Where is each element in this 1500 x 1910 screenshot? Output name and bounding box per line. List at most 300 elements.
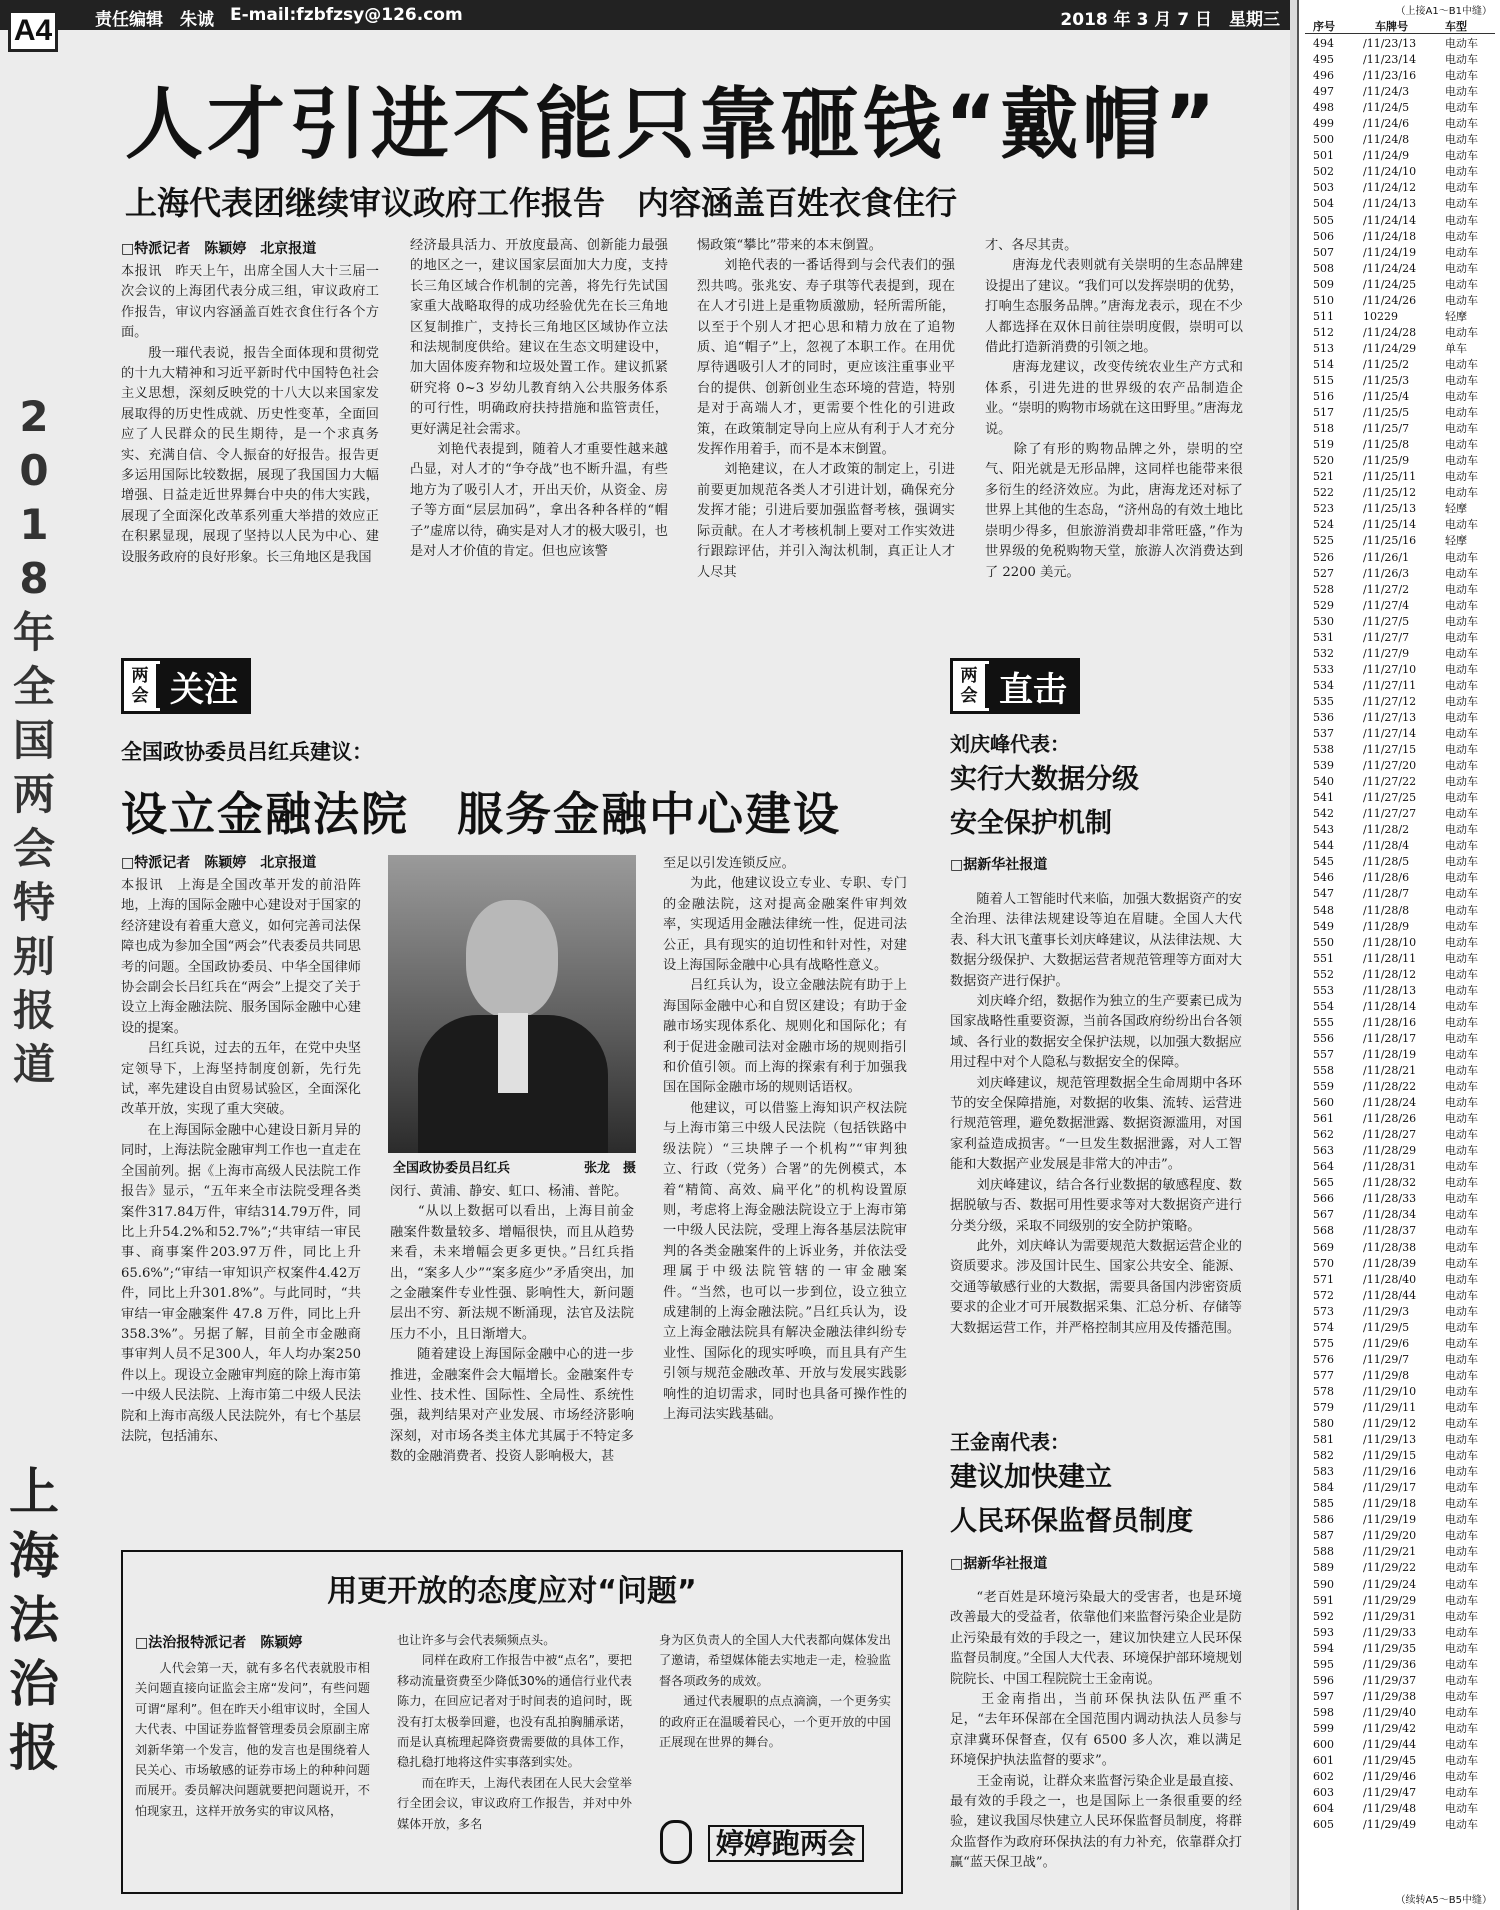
strip-char: 道 (12, 1040, 55, 1089)
lead-headline: 人才引进不能只靠砸钱“戴帽” (125, 80, 1220, 170)
row-number: 514 (1313, 357, 1334, 371)
focus-column-2: 闵行、黄浦、静安、虹口、杨浦、普陀。 “从以上数据可以看出，上海目前金融案件数量较多、增幅很快，而且从趋势来看，未来增幅会更多更快。”吕红兵指出，“案多人少”“案多庭少”矛盾突出，加之金融案件专业性强、影响性大，新问题层出不穷、新法规不断涌现，法官及法院压力不小，且日渐增大。 随着建设上海国际金融中心的进一步推进，金融案件会大幅增长。金融案件专业性、技术性、国际性、全局性、系统性强，裁判结果对产业发展、市场经济影响深刻，对市场各类主体尤其属于不特定多数的金融消费者、投资人影响极大，甚 (390, 1184, 634, 1465)
row-plate: /11/29/44 (1363, 1737, 1417, 1751)
table-row (1305, 1047, 1495, 1063)
row-type: 电动车 (1445, 1288, 1478, 1302)
row-plate: /11/25/7 (1363, 422, 1410, 436)
row-type: 电动车 (1445, 1545, 1478, 1559)
row-plate: /11/27/15 (1363, 743, 1417, 757)
table-row (1305, 1400, 1495, 1416)
row-type: 电动车 (1445, 357, 1478, 371)
row-number: 521 (1313, 470, 1334, 484)
row-number: 534 (1313, 678, 1334, 692)
row-type: 电动车 (1445, 1802, 1478, 1816)
row-plate: /11/24/8 (1363, 133, 1410, 147)
portrait-photo (388, 855, 636, 1153)
table-row (1305, 726, 1495, 742)
row-type: 电动车 (1445, 646, 1478, 660)
row-number: 562 (1313, 1128, 1334, 1142)
row-number: 518 (1313, 422, 1334, 436)
story2-kicker: 王金南代表： (950, 1430, 1070, 1454)
table-row (1305, 854, 1495, 870)
row-type: 电动车 (1445, 1754, 1478, 1768)
table-row (1305, 678, 1495, 694)
story1-kicker: 刘庆峰代表： (950, 732, 1070, 756)
row-number: 530 (1313, 614, 1334, 628)
strip-char: 别 (12, 932, 55, 981)
table-row (1305, 903, 1495, 919)
row-plate: /11/24/19 (1363, 245, 1417, 259)
table-row (1305, 421, 1495, 437)
paper-name-char: 治 (9, 1654, 59, 1713)
row-plate: /11/29/49 (1363, 1818, 1417, 1832)
row-number: 527 (1313, 566, 1334, 580)
row-number: 524 (1313, 518, 1334, 532)
commentary-headline: 用更开放的态度应对“问题” (327, 1574, 697, 1609)
commentary-column-2: 也让许多与会代表频频点头。 同样在政府工作报告中被“点名”，要把移动流量资费至少降低30%的通信行业代表陈力，在回应记者对于时间表的追问时，既没有打太极拳回避，也没有乱拍胸脯承诺，而是认真梳理起降资费需要做的具体工作，稳扎稳打地将这件实事落到实处。 而在昨天，上海代表团在人民大会堂举行全团会议，审议政府工作报告，并对中外媒体开放，多名 (397, 1633, 632, 1831)
row-type: 电动车 (1445, 855, 1478, 869)
row-number: 503 (1313, 181, 1334, 195)
row-number: 583 (1313, 1465, 1334, 1479)
row-number: 535 (1313, 694, 1334, 708)
focus-column-3: 至足以引发连锁反应。 为此，他建议设立专业、专职、专门的金融法院，这对提高金融案件审判效率，实现适用金融法律统一性，促进司法公正，具有现实的迫切性和针对性，对建设上海国际金融中心具有战略性意义。 吕红兵认为，设立金融法院有助于上海国际金融中心和自贸区建设；有助于金融市场实现体系化、规则化和国际化；有利于促进金融司法对金融市场的规则指引和价值引领。而上海的探索有利于加强我国在国际金融市场的规则话语权。 他建议，可以借鉴上海知识产权法院与上海市第三中级人民法院（包括铁路中级法院）“三块牌子一个机构”“审判独立、行政（党务）合署”的先例模式，本着“精简、高效、扁平化”的机构设置原则，考虑将上海金融法院设立于上海市第一中级人民法院，受理上海各基层法院审判的各类金融案件的上诉业务，并依法受理属于中级法院管辖的一审金融案件。“当然，也可以一步到位，设立独立成建制的上海金融法院。”吕红兵认为，设立上海金融法院具有解决金融法律纠纷专业性、国际化的现实呼唤，而且具有产生引领与规范金融改革、开放与发展实践影响性的迫切需求，同时也具备可操作性的上海司法实践基础。 (663, 856, 907, 1422)
table-row (1305, 1207, 1495, 1223)
row-plate: /11/25/2 (1363, 357, 1410, 371)
row-plate: /11/24/3 (1363, 85, 1410, 99)
row-type: 电动车 (1445, 1336, 1478, 1350)
row-type: 电动车 (1445, 245, 1478, 259)
row-plate: /11/27/22 (1363, 775, 1417, 789)
row-type: 电动车 (1445, 1593, 1478, 1607)
row-plate: /11/28/5 (1363, 855, 1410, 869)
row-number: 531 (1313, 630, 1334, 644)
portrait-shirt (498, 1013, 528, 1093)
table-row (1305, 1031, 1495, 1047)
row-type: 电动车 (1445, 1673, 1478, 1687)
row-type: 电动车 (1445, 903, 1478, 917)
paper-name-char: 海 (9, 1526, 59, 1585)
table-row (1305, 1384, 1495, 1400)
row-type: 电动车 (1445, 373, 1478, 387)
row-plate: /11/28/4 (1363, 839, 1410, 853)
row-type: 电动车 (1445, 1609, 1478, 1623)
row-plate: /11/29/3 (1363, 1304, 1410, 1318)
portrait-head (466, 900, 558, 1018)
table-row (1305, 919, 1495, 935)
row-plate: /11/29/31 (1363, 1609, 1417, 1623)
row-type: 轻摩 (1445, 309, 1467, 323)
row-plate: /11/28/8 (1363, 903, 1410, 917)
table-row (1305, 1432, 1495, 1448)
page-number: A4 (8, 10, 58, 52)
row-type: 轻摩 (1445, 534, 1467, 548)
row-type: 电动车 (1445, 727, 1478, 741)
row-number: 604 (1313, 1802, 1334, 1816)
row-number: 506 (1313, 229, 1334, 243)
row-type: 电动车 (1445, 101, 1478, 115)
row-plate: /11/29/21 (1363, 1545, 1417, 1559)
table-row (1305, 1657, 1495, 1673)
table-continued-to: （续转A5～B5中缝） (1395, 1895, 1492, 1906)
row-type: 电动车 (1445, 1112, 1478, 1126)
row-type: 电动车 (1445, 935, 1478, 949)
col-header-plate: 车牌号 (1375, 20, 1408, 33)
row-number: 592 (1313, 1609, 1334, 1623)
row-number: 516 (1313, 390, 1334, 404)
row-type: 电动车 (1445, 1128, 1478, 1142)
table-row (1305, 1127, 1495, 1143)
table-row (1305, 999, 1495, 1015)
column-logo-text: 婷婷跑两会 (708, 1825, 864, 1862)
row-plate: /11/27/2 (1363, 582, 1410, 596)
row-type: 电动车 (1445, 181, 1478, 195)
row-number: 549 (1313, 919, 1334, 933)
table-row (1305, 582, 1495, 598)
row-number: 510 (1313, 293, 1334, 307)
row-number: 498 (1313, 101, 1334, 115)
row-number: 541 (1313, 791, 1334, 805)
row-plate: /11/29/42 (1363, 1721, 1417, 1735)
row-number: 566 (1313, 1192, 1334, 1206)
story1-body: 随着人工智能时代来临，加强大数据资产的安全治理、法律法规建设等迫在眉睫。全国人大代表、科大讯飞董事长刘庆峰建议，从法律法规、大数据分级保护、大数据运营者规范管理等方面对大数据资产进行保护。 刘庆峰介绍，数据作为独立的生产要素已成为国家战略性重要资源，当前各国政府纷纷出台各领域、各行业的数据安全保护法规，以加强大数据应用过程中对个人隐私与数据安全的保障。 刘庆峰建议，规范管理数据全生命周期中各环节的安全保障措施，对数据的收集、流转、运营进行规范管理，避免数据泄露、数据资源滥用，对国家利益造成损害。“一旦发生数据泄露，对人工智能和大数据产业发展是非常大的冲击”。 刘庆峰建议，结合各行业数据的敏感程度、数据脱敏与否、数据可用性要求等对大数据资产进行分类分级，采取不同级别的安全防护策略。 此外，刘庆峰认为需要规范大数据运营企业的资质要求。涉及国计民生、国家公共安全、能源、交通等敏感行业的大数据，需要具备国内涉密资质要求的企业才可开展数据采集、汇总分析、存储等大数据运营工作，并严格控制其应用及传播范围。 (950, 892, 1242, 1336)
row-plate: /11/24/6 (1363, 117, 1410, 131)
table-row (1305, 389, 1495, 405)
row-type: 电动车 (1445, 582, 1478, 596)
row-type: 电动车 (1445, 470, 1478, 484)
focus-column-1: 本报讯 上海是全国改革开发的前沿阵地，上海的国际金融中心建设对于国家的经济建设有着重大意义，如何完善司法保障也成为参加全国“两会”代表委员共同思考的问题。全国政协委员、中华全国律师协会副会长吕红兵在“两会”上提交了关于设立上海金融法院、服务国际金融中心建设的提案。 吕红兵说，过去的五年，在党中央坚定领导下，上海坚持制度创新，先行先试，率先建设自由贸易试验区，全面深化改革开放，实现了重大突破。 在上海国际金融中心建设日新月异的同时，上海法院金融审判工作也一直走在全国前列。据《上海市高级人民法院工作报告》显示，“五年来全市法院受理各类案件317.84万件，审结314.79万件，同比上升54.2%和52.7%”;“共审结一审民事、商事案件203.97万件，同比上升65.6%”;“审结一审知识产权案件4.42万件，同比上升301.8%”。与此同时，“共审结一审金融案件 47.8 万件，同比上升358.3%”。另据了解，目前全市金融商事审判人员不足300人，年人均办案250件以上。现设立金融审判庭的除上海市第一中级人民法院、上海市第二中级人民法院和上海市高级人民法院外，有七个基层法院，包括浦东、 (121, 878, 361, 1444)
row-number: 547 (1313, 887, 1334, 901)
row-plate: /11/29/7 (1363, 1352, 1410, 1366)
table-row (1305, 1705, 1495, 1721)
table-row (1305, 1111, 1495, 1127)
row-plate: /11/29/5 (1363, 1320, 1410, 1334)
strip-char: 国 (12, 716, 55, 765)
row-number: 570 (1313, 1256, 1334, 1270)
table-row (1305, 774, 1495, 790)
row-type: 电动车 (1445, 1497, 1478, 1511)
row-plate: /11/26/1 (1363, 550, 1410, 564)
row-plate: /11/26/3 (1363, 566, 1410, 580)
row-plate: /11/27/25 (1363, 791, 1417, 805)
table-continued-from: （上接A1～B1中缝） (1395, 6, 1492, 17)
lead-column-2: 经济最具活力、开放度最高、创新能力最强的地区之一，建议国家层面加大力度，支持长三角区域合作机制的完善，将先行先试国家重大战略取得的成功经验优先在长三角地区复制推广，支持长三角地区区域协作立法和法规制度供给。建议在生态文明建设中，加大固体废弃物和垃圾处置工作。建议抓紧研究将 0~3 岁幼儿教育纳入公共服务体系的可行性，明确政府扶持措施和监管责任，更好满足社会需求。 刘艳代表提到，随着人才重要性越来越凸显，对人才的“争夺战”也不断升温，有些地方为了吸引人才，开出天价，从资金、房子等方面“层层加码”，拿出各种各样的“帽子”虚席以待，确实是对人才的极大吸引，也是对人才价值的肯定。但也应该警 (410, 238, 668, 560)
photo-credit: 张龙 摄 (583, 1161, 636, 1176)
row-number: 575 (1313, 1336, 1334, 1350)
badge-large-label: 关注 (160, 661, 248, 711)
row-number: 550 (1313, 935, 1334, 949)
table-row (1305, 1528, 1495, 1544)
row-type: 电动车 (1445, 117, 1478, 131)
table-row (1305, 437, 1495, 453)
row-plate: /11/28/31 (1363, 1160, 1417, 1174)
row-number: 561 (1313, 1112, 1334, 1126)
row-type: 电动车 (1445, 630, 1478, 644)
row-number: 587 (1313, 1529, 1334, 1543)
row-plate: /11/28/40 (1363, 1272, 1417, 1286)
row-plate: /11/25/12 (1363, 486, 1417, 500)
editor-email: E-mail:fzbfzsy@126.com (230, 5, 463, 25)
row-number: 596 (1313, 1673, 1334, 1687)
row-number: 571 (1313, 1272, 1334, 1286)
row-plate: /11/28/34 (1363, 1208, 1417, 1222)
row-type: 电动车 (1445, 1657, 1478, 1671)
table-row (1305, 1079, 1495, 1095)
row-type: 电动车 (1445, 839, 1478, 853)
row-type: 电动车 (1445, 1417, 1478, 1431)
row-type: 电动车 (1445, 759, 1478, 773)
row-plate: /11/28/32 (1363, 1176, 1417, 1190)
table-row (1305, 1368, 1495, 1384)
table-row (1305, 68, 1495, 84)
row-number: 548 (1313, 903, 1334, 917)
row-plate: /11/27/5 (1363, 614, 1410, 628)
row-plate: /11/29/45 (1363, 1754, 1417, 1768)
issue-date: 2018 年 3 月 7 日 星期三 (1060, 10, 1280, 30)
row-number: 508 (1313, 261, 1334, 275)
row-type: 电动车 (1445, 1384, 1478, 1398)
strip-char: 两 (12, 770, 55, 819)
row-number: 496 (1313, 69, 1334, 83)
row-type: 电动车 (1445, 229, 1478, 243)
row-type: 电动车 (1445, 325, 1478, 339)
table-row (1305, 710, 1495, 726)
row-number: 519 (1313, 438, 1334, 452)
row-plate: /11/23/13 (1363, 37, 1417, 50)
row-type: 电动车 (1445, 1047, 1478, 1061)
story1-headline-line-2: 安全保护机制 (950, 808, 1112, 839)
table-row (1305, 116, 1495, 132)
row-number: 577 (1313, 1368, 1334, 1382)
row-number: 536 (1313, 710, 1334, 724)
row-number: 555 (1313, 1015, 1334, 1029)
table-row (1305, 822, 1495, 838)
row-plate: /11/24/9 (1363, 149, 1410, 163)
row-number: 532 (1313, 646, 1334, 660)
row-plate: /11/28/44 (1363, 1288, 1417, 1302)
row-number: 501 (1313, 149, 1334, 163)
row-type: 电动车 (1445, 743, 1478, 757)
row-type: 电动车 (1445, 1449, 1478, 1463)
row-number: 564 (1313, 1160, 1334, 1174)
story2-headline (950, 1456, 1193, 1544)
row-type: 电动车 (1445, 1641, 1478, 1655)
row-type: 电动车 (1445, 454, 1478, 468)
row-plate: /11/29/37 (1363, 1673, 1417, 1687)
row-plate: /11/29/17 (1363, 1481, 1417, 1495)
row-type: 电动车 (1445, 1770, 1478, 1784)
table-row (1305, 1753, 1495, 1769)
table-row (1305, 245, 1495, 261)
row-type: 电动车 (1445, 438, 1478, 452)
row-type: 电动车 (1445, 678, 1478, 692)
row-plate: /11/28/9 (1363, 919, 1410, 933)
table-row (1305, 1304, 1495, 1320)
row-type: 电动车 (1445, 149, 1478, 163)
row-number: 601 (1313, 1754, 1334, 1768)
row-number: 598 (1313, 1705, 1334, 1719)
row-plate: /11/24/25 (1363, 277, 1417, 291)
table-row (1305, 357, 1495, 373)
table-row (1305, 742, 1495, 758)
table-row (1305, 533, 1495, 549)
lead-column-1: 本报讯 昨天上午，出席全国人大十三届一次会议的上海团代表分成三组，审议政府工作报告，审议内容涵盖百姓衣食住行各个方面。 殷一璀代表说，报告全面体现和贯彻党的十九大精神和习近平新时代中国特色社会主义思想，深刻反映党的十八大以来国家发展取得的历史性成就、历史性变革，全面回应了人民群众的民生期待，是一个求真务实、充满自信、令人振奋的好报告。报告更多运用国际比较数据，展现了我国国力大幅增强、日益走近世界舞台中央的伟大实践，展现了全面深化改革系列重大举措的效应正在积累显现，展现了坚持以人民为中心、建设服务政府的良好形象。长三角地区是我国 (121, 264, 379, 565)
col-header-type: 车型 (1445, 20, 1467, 33)
row-plate: /11/27/10 (1363, 662, 1417, 676)
row-number: 591 (1313, 1593, 1334, 1607)
row-plate: /11/28/11 (1363, 951, 1417, 965)
row-number: 495 (1313, 53, 1334, 67)
table-row (1305, 550, 1495, 566)
row-plate: /11/28/33 (1363, 1192, 1417, 1206)
row-number: 579 (1313, 1400, 1334, 1414)
table-row (1305, 229, 1495, 245)
row-plate: /11/24/29 (1363, 341, 1417, 355)
row-plate: /11/27/27 (1363, 807, 1417, 821)
story1-byline: □据新华社报道 (950, 857, 1048, 873)
row-number: 580 (1313, 1417, 1334, 1431)
row-plate: /11/28/27 (1363, 1128, 1417, 1142)
badge-small-label: 两会 (953, 664, 989, 708)
row-type: 电动车 (1445, 775, 1478, 789)
table-row (1305, 1352, 1495, 1368)
row-plate: /11/29/16 (1363, 1465, 1417, 1479)
row-plate: /11/29/29 (1363, 1593, 1417, 1607)
row-plate: /11/28/39 (1363, 1256, 1417, 1270)
row-type: 电动车 (1445, 133, 1478, 147)
row-number: 602 (1313, 1770, 1334, 1784)
row-type: 电动车 (1445, 1786, 1478, 1800)
row-type: 电动车 (1445, 261, 1478, 275)
row-number: 578 (1313, 1384, 1334, 1398)
row-plate: /11/24/14 (1363, 213, 1417, 227)
row-plate: /11/27/11 (1363, 678, 1417, 692)
row-number: 505 (1313, 213, 1334, 227)
table-row (1305, 100, 1495, 116)
table-row (1305, 213, 1495, 229)
row-type: 电动车 (1445, 1689, 1478, 1703)
row-number: 540 (1313, 775, 1334, 789)
table-row (1305, 1593, 1495, 1609)
row-number: 537 (1313, 727, 1334, 741)
row-plate: /11/28/7 (1363, 887, 1410, 901)
story1-headline (950, 758, 1139, 846)
strip-char: 全 (12, 662, 55, 711)
paper-name-strip (6, 1460, 62, 1780)
row-plate: 10229 (1363, 309, 1398, 323)
row-plate: /11/24/5 (1363, 101, 1410, 115)
strip-char: 2 (19, 392, 49, 441)
table-row (1305, 1320, 1495, 1336)
row-plate: /11/29/12 (1363, 1417, 1417, 1431)
row-type: 电动车 (1445, 1465, 1478, 1479)
row-number: 554 (1313, 999, 1334, 1013)
table-row (1305, 1480, 1495, 1496)
row-type: 电动车 (1445, 1737, 1478, 1751)
lead-column-4: 才、各尽其责。 唐海龙代表则就有关崇明的生态品牌建设提出了建议。“我们可以发挥崇明的优势，打响生态服务品牌。”唐海龙表示，现在不少人都选择在双休日前往崇明度假，崇明可以借此打造新消费的引领之地。 唐海龙建议，改变传统农业生产方式和体系，引进先进的世界级的农产品制造企业。“崇明的购物市场就在这田野里。”唐海龙说。 除了有形的购物品牌之外，崇明的空气、阳光就是无形品牌，这同样也能带来很多衍生的经济效应。为此，唐海龙还对标了世界上其他的生态岛，“济州岛的有效土地比崇明少得多，但旅游消费却非常旺盛，”作为世界级的免税购物天堂，旅游人次消费达到了 2200 美元。 (985, 238, 1243, 580)
row-type: 电动车 (1445, 1208, 1478, 1222)
table-row (1305, 1625, 1495, 1641)
row-type: 电动车 (1445, 1192, 1478, 1206)
row-number: 511 (1313, 309, 1334, 323)
focus-kicker: 全国政协委员吕红兵建议： (121, 740, 373, 764)
table-row (1305, 196, 1495, 212)
row-type: 电动车 (1445, 1577, 1478, 1591)
focus-headline: 设立金融法院 服务金融中心建设 (121, 787, 841, 841)
row-number: 560 (1313, 1096, 1334, 1110)
row-plate: /11/29/40 (1363, 1705, 1417, 1719)
row-type: 电动车 (1445, 1240, 1478, 1254)
table-row (1305, 566, 1495, 582)
row-number: 572 (1313, 1288, 1334, 1302)
row-plate: /11/25/4 (1363, 390, 1410, 404)
table-row (1305, 1609, 1495, 1625)
row-plate: /11/23/14 (1363, 53, 1417, 67)
lead-byline: □特派记者 陈颖婷 北京报道 (121, 241, 317, 257)
row-number: 502 (1313, 165, 1334, 179)
row-plate: /11/28/26 (1363, 1112, 1417, 1126)
table-row (1305, 277, 1495, 293)
story1-headline-line-1: 实行大数据分级 (950, 764, 1139, 795)
table-header (1305, 18, 1495, 34)
row-number: 513 (1313, 341, 1334, 355)
row-plate: /11/25/5 (1363, 406, 1410, 420)
table-row (1305, 1577, 1495, 1593)
table-row (1305, 935, 1495, 951)
row-number: 584 (1313, 1481, 1334, 1495)
page-header-bar (0, 0, 1290, 47)
row-type: 电动车 (1445, 951, 1478, 965)
row-number: 494 (1313, 37, 1334, 50)
table-row (1305, 1159, 1495, 1175)
row-number: 553 (1313, 983, 1334, 997)
row-type: 电动车 (1445, 598, 1478, 612)
row-number: 589 (1313, 1561, 1334, 1575)
row-plate: /11/25/14 (1363, 518, 1417, 532)
table-row (1305, 1191, 1495, 1207)
row-type: 电动车 (1445, 1481, 1478, 1495)
strip-char: 会 (12, 824, 55, 873)
row-plate: /11/28/2 (1363, 823, 1410, 837)
table-row (1305, 1801, 1495, 1817)
table-row (1305, 36, 1495, 52)
table-row (1305, 1336, 1495, 1352)
table-row (1305, 1416, 1495, 1432)
table-row (1305, 1512, 1495, 1528)
row-number: 559 (1313, 1080, 1334, 1094)
row-plate: /11/25/16 (1363, 534, 1417, 548)
row-plate: /11/29/20 (1363, 1529, 1417, 1543)
row-type: 电动车 (1445, 1064, 1478, 1077)
row-number: 593 (1313, 1625, 1334, 1639)
row-plate: /11/29/8 (1363, 1368, 1410, 1382)
row-plate: /11/25/3 (1363, 373, 1410, 387)
table-row (1305, 1721, 1495, 1737)
row-number: 546 (1313, 871, 1334, 885)
row-number: 542 (1313, 807, 1334, 821)
row-number: 585 (1313, 1497, 1334, 1511)
table-row (1305, 1641, 1495, 1657)
row-type: 电动车 (1445, 967, 1478, 981)
row-number: 552 (1313, 967, 1334, 981)
row-type: 电动车 (1445, 518, 1478, 532)
table-row (1305, 517, 1495, 533)
story2-byline: □据新华社报道 (950, 1556, 1048, 1572)
table-row (1305, 1464, 1495, 1480)
row-plate: /11/29/36 (1363, 1657, 1417, 1671)
row-number: 594 (1313, 1641, 1334, 1655)
row-number: 533 (1313, 662, 1334, 676)
photo-caption: 全国政协委员吕红兵 (393, 1161, 511, 1176)
